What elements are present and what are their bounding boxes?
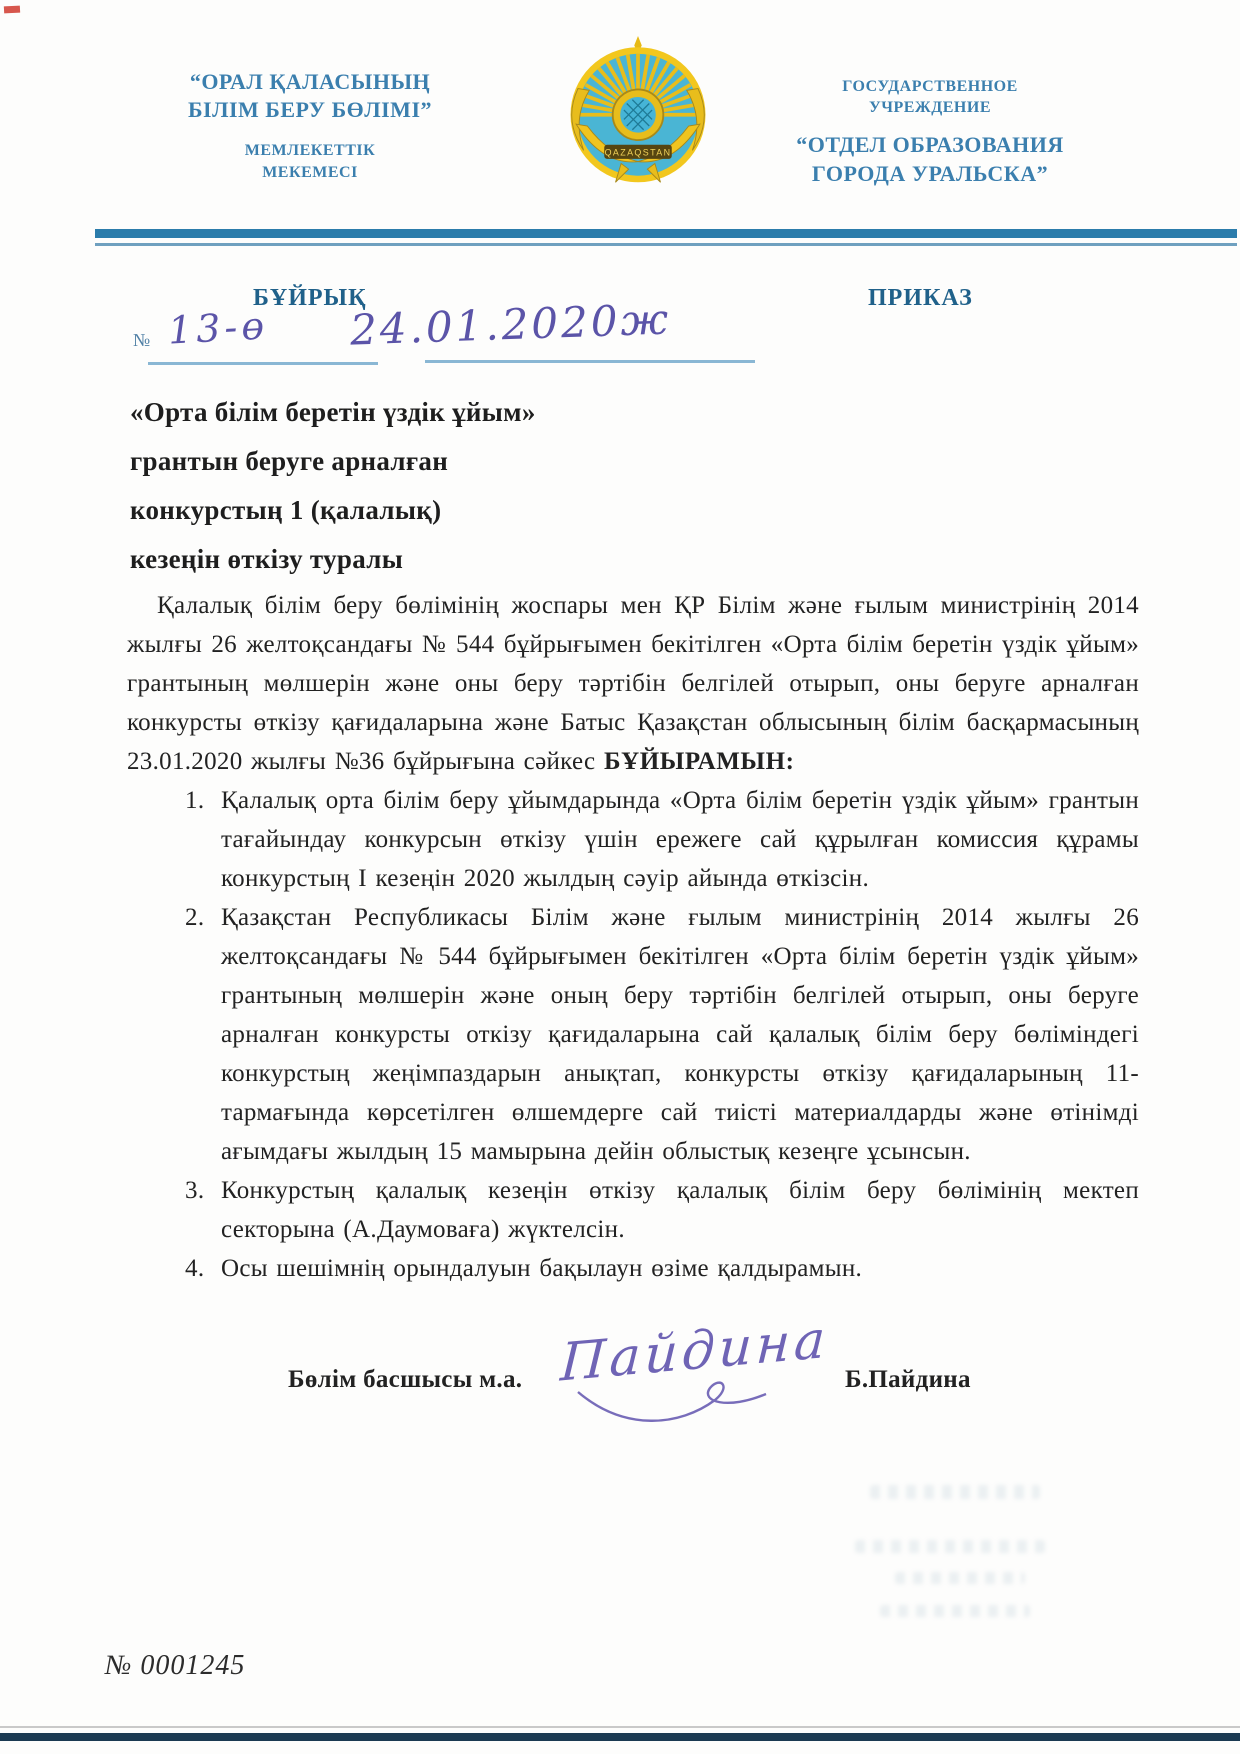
form-serial-number: № 0001245 [105,1650,246,1681]
org-name-russian [755,76,1105,188]
date-underline [425,360,755,363]
scan-corner-artifact [4,6,20,14]
order-title [130,388,690,584]
emblem-banner-text: QAZAQSTAN [604,147,672,158]
org-name-kazakh [160,68,460,184]
order-title-line: конкурстың 1 (қалалық) [130,495,442,525]
signature-flourish [570,1374,800,1434]
order-title-line: «Орта білім беретін үздік ұйым» [130,397,536,427]
order-title-line: кезеңін өткізу туралы [130,544,404,574]
org-ru-type1: ГОСУДАРСТВЕННОЕ [842,78,1018,95]
org-ru-line1: “ОТДЕЛ ОБРАЗОВАНИЯ [796,132,1064,157]
order-heading-russian: ПРИКАЗ [868,285,973,311]
order-items-list [185,781,1139,1288]
bleed-through-artifact [855,1540,1045,1553]
bleed-through-artifact [870,1485,1040,1499]
order-number-label: № [133,330,151,350]
org-kk-type1: МЕМЛЕКЕТТІК [244,142,376,159]
kazakhstan-emblem-icon [563,30,713,192]
order-item-2: Қазақстан Республикасы Білім және ғылым министрінің 2014 жылғы 26 желтоқсандағы № 544 бұйрығымен бекітілген «Орта білім беретін үздік ұйым» грантының мөлшерін және оның беру тәртібін белгілей отырып, оны беруге арналған конкурсты откізу қағидаларына сай қалалық білім беру бөліміндегі конкурстың жеңімпаздарын анықтап, конкурсты өткізу қағидаларының 11-тармағында көрсетілген өлшемдерге сай тиісті материалдарды және өтінімді ағымдағы жылдың 15 мамырына дейін облыстық кезеңге ұсынсын. [221,904,1139,1165]
resolve-word: БҰЙЫРАМЫН: [603,748,795,775]
bleed-through-artifact [880,1605,1030,1617]
order-item-1: Қалалық орта білім беру ұйымдарында «Орта білім беретін үздік ұйым» грантын тағайындау конкурсын өткізу үшін ережеге сай құрылған комиссия құрамы конкурстың I кезеңін 2020 жылдың сәуір айында өткізсін. [221,787,1139,892]
org-kk-line2: БІЛІМ БЕРУ БӨЛІМІ” [187,97,433,122]
signer-name: Б.Пайдина [845,1366,971,1393]
org-ru-type2: УЧРЕЖДЕНИЕ [869,99,991,116]
order-preamble [127,586,1139,781]
order-number-handwritten: 13-ө [166,303,270,353]
order-heading-kazakh: БҰЙРЫҚ [253,285,367,311]
preamble-text: Қалалық білім беру бөлімінің жоспары мен ҚР Білім және ғылым министрінің 2014 жылғы 26 желтоқсандағы № 544 бұйрығымен бекітілген «Орта білім беретін үздік ұйым» грантының мөлшерін және оны беру тәртібін белгілей отырып, оны беруге арналған конкурсты өткізу қағидаларына және Батыс Қазақстан облысының білім басқармасының 23.01.2020 жылғы №36 бұйрығына сәйкес [127,592,1139,775]
order-item-3: Конкурстың қалалық кезеңін өткізу қалалық білім беру бөлімінің мектеп секторына (А.Даумоваға) жүктелсін. [221,1177,1139,1243]
org-ru-line2: ГОРОДА УРАЛЬСКА” [811,161,1049,186]
org-kk-line1: “ОРАЛ ҚАЛАСЫНЫҢ [189,69,431,94]
handwritten-signature [558,1309,831,1442]
bleed-through-artifact [895,1572,1025,1584]
signer-role: Бөлім басшысы м.а. [288,1366,523,1393]
signature-script-text: Пайдина [558,1309,831,1394]
order-date-handwritten: 24.01.2020ж [349,294,672,355]
number-underline [148,362,378,365]
scan-edge-line [0,1733,1240,1741]
order-title-line: грантын беруге арналған [130,446,449,476]
scan-edge-line [0,1726,1240,1728]
org-kk-type2: МЕКЕМЕСІ [262,164,358,181]
letterhead-separator [95,229,1237,246]
order-body [127,586,1139,1288]
order-item-4: Осы шешімнің орындалуын бақылаун өзіме қалдырамын. [221,1255,863,1282]
